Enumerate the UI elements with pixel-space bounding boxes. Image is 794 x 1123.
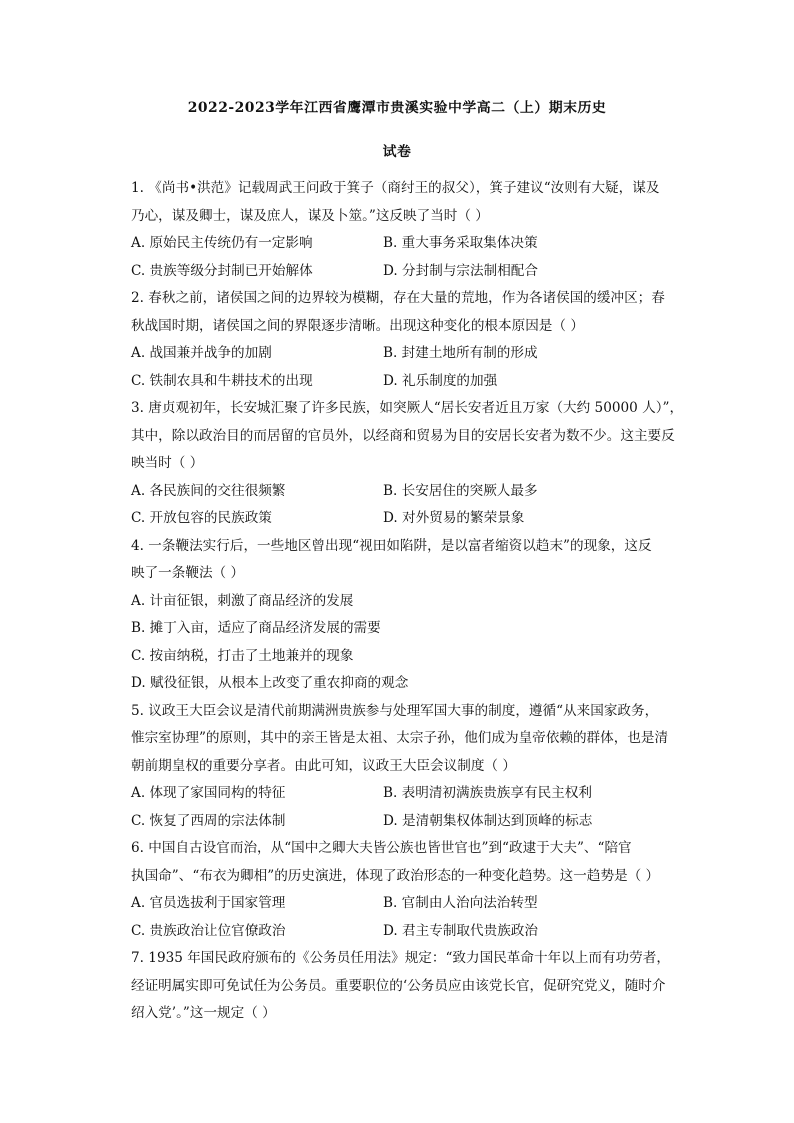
question-3-option-c: C. 开放包容的民族政策 bbox=[131, 510, 272, 526]
question-3-line-1: 3. 唐贞观初年，长安城汇聚了许多民族，如突厥人“居长安者近且万家（大约 50000 人）”， bbox=[131, 400, 684, 416]
exam-title-continued: 试卷 bbox=[382, 144, 412, 160]
question-3-line-3: 映当时（ ） bbox=[131, 455, 204, 471]
question-7-line-3: 绍入党’。”这一规定（ ） bbox=[131, 1005, 276, 1021]
question-5-line-2: 惟宗室协理”的原则，其中的亲王皆是太祖、太宗子孙，他们成为皇帝依赖的群体，也是清 bbox=[131, 730, 669, 746]
question-6-line-2: 执国命”、“布衣为卿相”的历史演进，体现了政治形态的一种变化趋势。这一趋势是（ ） bbox=[131, 868, 660, 884]
question-4-line-1: 4. 一条鞭法实行后，一些地区曾出现“视田如陷阱，是以富者缩资以趋末”的现象，这反 bbox=[131, 538, 652, 554]
question-5-option-a: A. 体现了家国同构的特征 bbox=[131, 785, 286, 801]
question-4-option-c: C. 按亩纳税，打击了土地兼并的现象 bbox=[131, 648, 354, 664]
question-3-option-a: A. 各民族间的交往很频繁 bbox=[131, 483, 286, 499]
question-3-option-b: B. 长安居住的突厥人最多 bbox=[383, 483, 538, 499]
question-1-line-1: 1. 《尚书•洪范》记载周武王问政于箕子（商纣王的叔父），箕子建议“汝则有大疑，谋及 bbox=[131, 180, 660, 196]
question-2-option-d: D. 礼乐制度的加强 bbox=[383, 373, 498, 389]
question-1-option-d: D. 分封制与宗法制相配合 bbox=[383, 263, 538, 279]
question-3-line-2: 其中，除以政治目的而居留的官员外，以经商和贸易为目的安居长安者为数不少。这主要反 bbox=[131, 428, 675, 444]
question-2-option-c: C. 铁制农具和牛耕技术的出现 bbox=[131, 373, 313, 389]
question-4-line-2: 映了一条鞭法（ ） bbox=[131, 565, 245, 581]
question-2-line-1: 2. 春秋之前，诸侯国之间的边界较为模糊，存在大量的荒地，作为各诸侯国的缓冲区；春 bbox=[131, 290, 665, 306]
question-5-option-c: C. 恢复了西周的宗法体制 bbox=[131, 813, 286, 829]
question-1-line-2: 乃心，谋及卿士，谋及庶人，谋及卜筮。”这反映了当时（ ） bbox=[131, 208, 489, 224]
question-4-option-b: B. 摊丁入亩，适应了商品经济发展的需要 bbox=[131, 620, 381, 636]
question-5-line-1: 5. 议政王大臣会议是清代前期满洲贵族参与处理军国大事的制度，遵循“从来国家政务， bbox=[131, 703, 659, 719]
question-7-line-1: 7. 1935 年国民政府颁布的《公务员任用法》规定：“致力国民革命十年以上而有功劳者， bbox=[131, 950, 670, 966]
question-6-option-a: A. 官员选拔利于国家管理 bbox=[131, 895, 286, 911]
exam-title: 2022-2023学年江西省鹰潭市贵溪实验中学高二（上）期末历史 bbox=[187, 100, 607, 116]
question-3-option-d: D. 对外贸易的繁荣景象 bbox=[383, 510, 525, 526]
question-5-line-3: 朝前期皇权的重要分享者。由此可知，议政王大臣会议制度（ ） bbox=[131, 758, 516, 774]
question-1-option-a: A. 原始民主传统仍有一定影响 bbox=[131, 235, 313, 251]
question-1-option-c: C. 贵族等级分封制已开始解体 bbox=[131, 263, 313, 279]
question-2-line-2: 秋战国时期，诸侯国之间的界限逐步清晰。出现这种变化的根本原因是（ ） bbox=[131, 318, 584, 334]
question-4-option-a: A. 计亩征银，刺激了商品经济的发展 bbox=[131, 593, 354, 609]
question-6-line-1: 6. 中国自古设官而治，从“国中之卿大夫皆公族也皆世官也”到“政逮于大夫”、“陪官 bbox=[131, 840, 632, 856]
question-6-option-d: D. 君主专制取代贵族政治 bbox=[383, 923, 538, 939]
question-4-option-d: D. 赋役征银，从根本上改变了重农抑商的观念 bbox=[131, 675, 409, 691]
question-5-option-d: D. 是清朝集权体制达到顶峰的标志 bbox=[383, 813, 593, 829]
question-5-option-b: B. 表明清初满族贵族享有民主权利 bbox=[383, 785, 592, 801]
question-6-option-b: B. 官制由人治向法治转型 bbox=[383, 895, 538, 911]
question-2-option-b: B. 封建土地所有制的形成 bbox=[383, 345, 538, 361]
question-1-option-b: B. 重大事务采取集体决策 bbox=[383, 235, 538, 251]
question-2-option-a: A. 战国兼并战争的加剧 bbox=[131, 345, 272, 361]
question-6-option-c: C. 贵族政治让位官僚政治 bbox=[131, 923, 286, 939]
question-7-line-2: 经证明属实即可免试任为公务员。重要职位的‘公务员应由该党长官，促研究党义，随时介 bbox=[131, 978, 666, 994]
